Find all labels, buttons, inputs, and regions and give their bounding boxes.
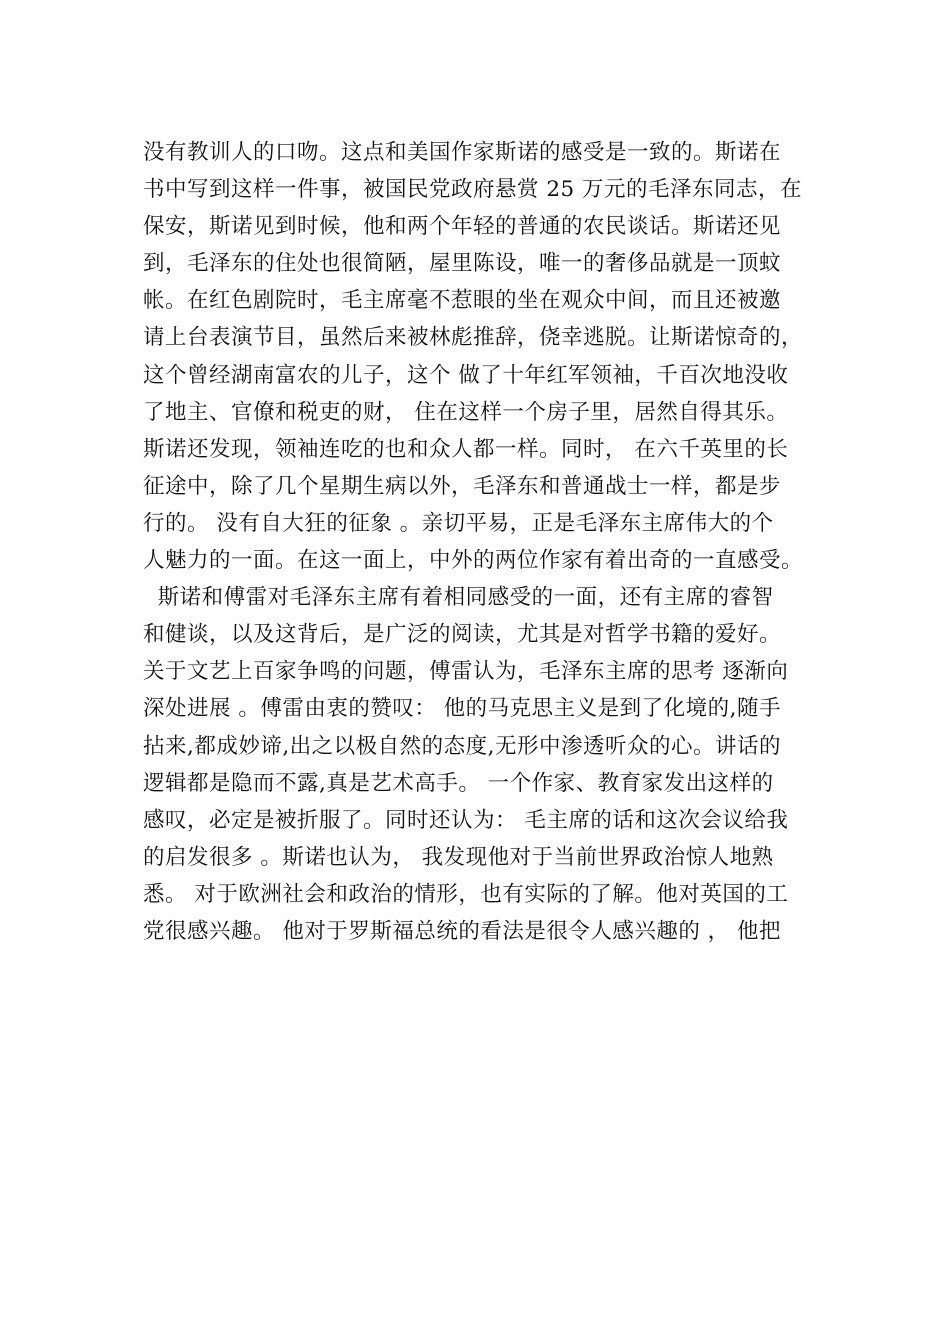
text-line: 深处进展 。傅雷由衷的赞叹： 他的马克思主义是到了化境的,随手 [143,696,782,722]
text-line: 书中写到这样一件事，被国民党政府悬赏 25 万元的毛泽东同志，在 [143,177,803,203]
text-line: 没有教训人的口吻。这点和美国作家斯诺的感受是一致的。斯诺在 [143,140,782,165]
text-line: 拈来,都成妙谛,出之以极自然的态度,无形中渗透听众的心。讲话的 [143,733,782,759]
text-line: 斯诺和傅雷对毛泽东主席有着相同感受的一面，还有主席的睿智 [143,585,774,611]
text-line: 行的。 没有自大狂的征象 。亲切平易，正是毛泽东主席伟大的个 [143,510,774,536]
text-line: 悉。 对于欧洲社会和政治的情形，也有实际的了解。他对英国的工 [143,881,789,907]
text-line: 这个曾经湖南富农的儿子，这个 做了十年红军领袖，千百次地没收 [143,362,789,388]
text-line: 了地主、官僚和税吏的财， 住在这样一个房子里，居然自得其乐。 [143,399,789,425]
text-line: 帐。在红色剧院时，毛主席毫不惹眼的坐在观众中间，而且还被邀 [143,288,782,314]
text-line: 征途中，除了几个星期生病以外，毛泽东和普通战士一样，都是步 [143,473,782,499]
text-line: 的启发很多 。斯诺也认为， 我发现他对于当前世界政治惊人地熟 [143,844,774,870]
text-line: 斯诺还发现，领袖连吃的也和众人都一样。同时， 在六千英里的长 [143,436,789,462]
text-line: 人魅力的一面。在这一面上，中外的两位作家有着出奇的一直感受。 [143,548,804,574]
body-text [143,134,833,950]
text-line: 保安，斯诺见到时候，他和两个年轻的普通的农民谈话。斯诺还见 [143,214,782,240]
text-line: 感叹，必定是被折服了。同时还认为： 毛主席的话和这次会议给我 [143,807,789,833]
text-line: 党很感兴趣。 他对于罗斯福总统的看法是很令人感兴趣的 ， 他把 [143,918,782,944]
text-line: 关于文艺上百家争鸣的问题，傅雷认为，毛泽东主席的思考 逐渐向 [143,659,789,685]
text-line: 逻辑都是隐而不露,真是艺术高手。 一个作家、教育家发出这样的 [143,770,774,796]
text-line: 请上台表演节目，虽然后来被林彪推辞，侥幸逃脱。让斯诺惊奇的， [143,325,804,351]
text-line: 到，毛泽东的住处也很简陋，屋里陈设，唯一的奢侈品就是一顶蚊 [143,251,782,277]
text-line: 和健谈，以及这背后，是广泛的阅读，尤其是对哲学书籍的爱好。 [143,622,782,648]
